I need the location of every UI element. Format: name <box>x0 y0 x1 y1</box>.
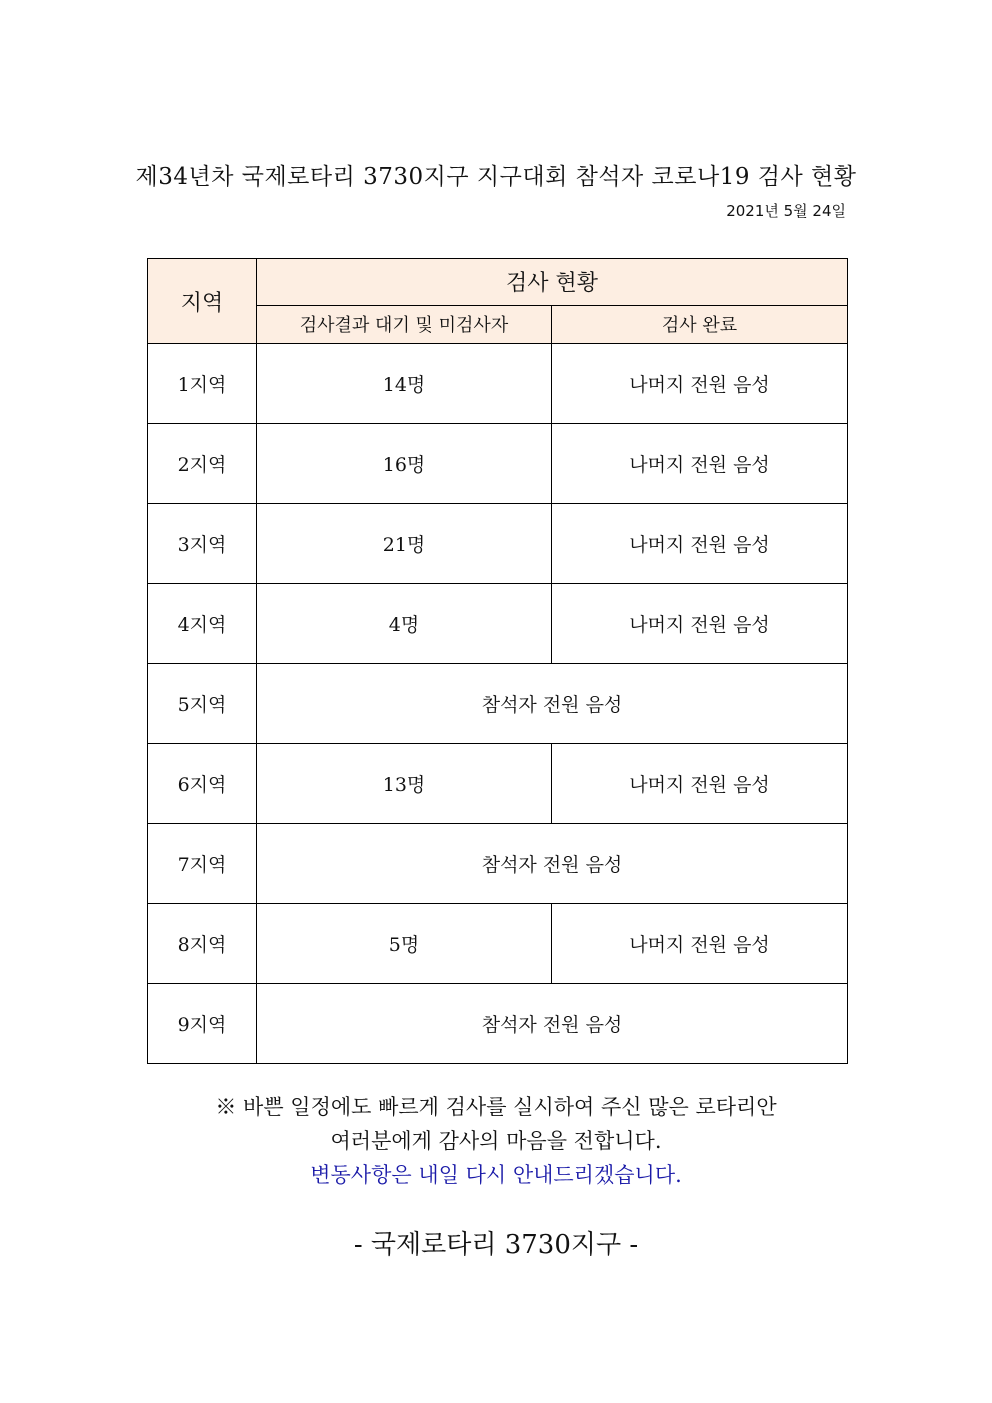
pending-column-header: 검사결과 대기 및 미검사자 <box>257 305 552 343</box>
completed-cell: 나머지 전원 음성 <box>552 504 848 584</box>
region-cell: 8지역 <box>148 904 257 984</box>
thanks-message-line-2: 여러분에게 감사의 마음을 전합니다. <box>330 1129 662 1153</box>
pending-cell: 13명 <box>257 744 552 824</box>
merged-result-cell: 참석자 전원 음성 <box>257 984 848 1064</box>
test-status-header: 검사 현황 <box>257 259 848 306</box>
pending-cell: 5명 <box>257 904 552 984</box>
merged-result-cell: 참석자 전원 음성 <box>257 664 848 744</box>
district-signature: - 국제로타리 3730지구 - <box>353 1230 639 1260</box>
document-date: 2021년 5월 24일 <box>726 202 846 220</box>
region-cell: 6지역 <box>148 744 257 824</box>
table-row <box>148 824 848 904</box>
table-row <box>148 344 848 424</box>
table-row <box>148 424 848 504</box>
pending-cell: 16명 <box>257 424 552 504</box>
completed-cell: 나머지 전원 음성 <box>552 344 848 424</box>
completed-cell: 나머지 전원 음성 <box>552 424 848 504</box>
table-row <box>148 744 848 824</box>
table-row <box>148 904 848 984</box>
region-cell: 1지역 <box>148 344 257 424</box>
merged-result-cell: 참석자 전원 음성 <box>257 824 848 904</box>
region-cell: 5지역 <box>148 664 257 744</box>
region-cell: 7지역 <box>148 824 257 904</box>
pending-cell: 14명 <box>257 344 552 424</box>
table-row <box>148 504 848 584</box>
region-cell: 4지역 <box>148 584 257 664</box>
completed-cell: 나머지 전원 음성 <box>552 904 848 984</box>
completed-cell: 나머지 전원 음성 <box>552 584 848 664</box>
covid-test-status-table <box>147 258 848 1064</box>
region-cell: 9지역 <box>148 984 257 1064</box>
pending-cell: 4명 <box>257 584 552 664</box>
region-column-header: 지역 <box>148 259 257 344</box>
completed-cell: 나머지 전원 음성 <box>552 744 848 824</box>
region-cell: 2지역 <box>148 424 257 504</box>
completed-column-header: 검사 완료 <box>552 305 848 343</box>
update-notice: 변동사항은 내일 다시 안내드리겠습니다. <box>310 1163 682 1187</box>
pending-cell: 21명 <box>257 504 552 584</box>
table-row <box>148 584 848 664</box>
table-row <box>148 984 848 1064</box>
region-cell: 3지역 <box>148 504 257 584</box>
thanks-message-line-1: ※ 바쁜 일정에도 빠르게 검사를 실시하여 주신 많은 로타리안 <box>215 1095 777 1119</box>
table-row <box>148 664 848 744</box>
document-title: 제34년차 국제로타리 3730지구 지구대회 참석자 코로나19 검사 현황 <box>135 164 857 190</box>
